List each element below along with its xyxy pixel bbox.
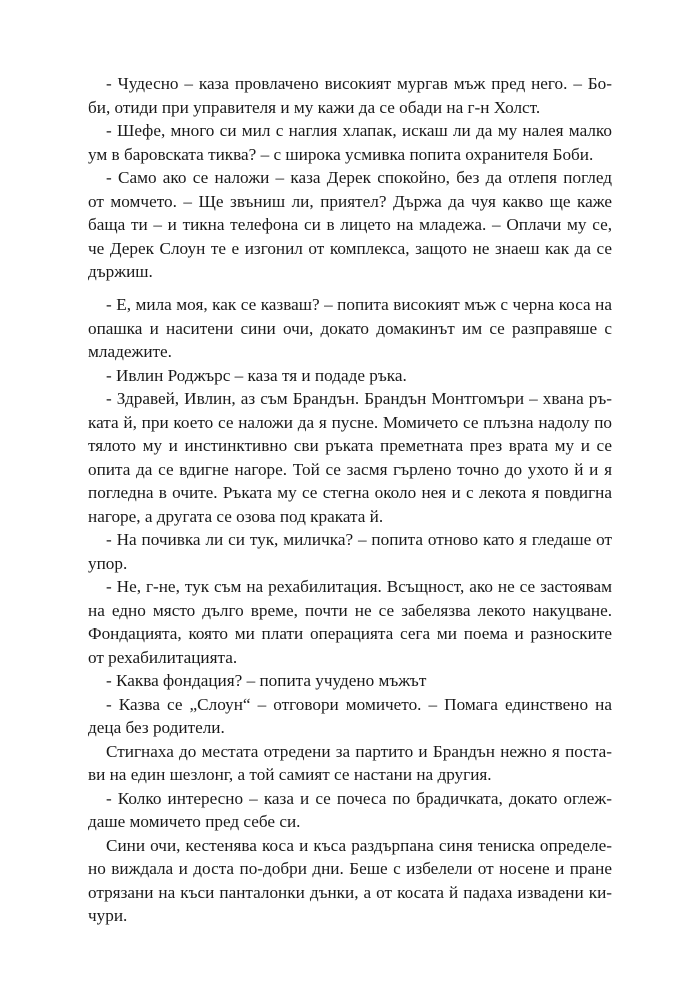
paragraph-line: деца без родители. bbox=[88, 718, 225, 737]
paragraph-line: - Само ако се наложи – каза Дерек спокойно, без да отлепя поглед bbox=[106, 168, 612, 187]
paragraph-line: даше момичето пред себе си. bbox=[88, 812, 301, 831]
text-block-second bbox=[88, 293, 612, 928]
text-block-first bbox=[88, 72, 612, 284]
paragraph-line: отрязани на къси панталонки дънки, а от косата й падаха извадени ки- bbox=[88, 882, 612, 902]
paragraph-line: младежите. bbox=[88, 342, 172, 361]
paragraph-line: ката й, при което се наложи да я пусне. Момичето се плъзна надолу по bbox=[88, 412, 612, 432]
paragraph-line: - Здравей, Ивлин, аз съм Брандън. Брандън Монтгомъри – хвана ръ- bbox=[106, 389, 612, 408]
paragraph-line: че Дерек Слоун те е изгонил от комплекса, защото не знаеш как да се bbox=[88, 238, 612, 258]
paragraph-line: - Ивлин Роджърс – каза тя и подаде ръка. bbox=[106, 365, 407, 385]
paragraph-line: погледна в очите. Ръката му се стегна около нея и с лекота я повдигна bbox=[88, 483, 612, 502]
paragraph-line: Сини очи, кестенява коса и къса раздърпана синя тениска определе- bbox=[106, 835, 612, 855]
paragraph-line: - На почивка ли си тук, миличка? – попита отново като я гледаше от bbox=[106, 530, 612, 549]
paragraph-line: ви на един шезлонг, а той самият се настани на другия. bbox=[88, 765, 492, 784]
paragraph-line: от рехабилитацията. bbox=[88, 647, 238, 667]
paragraph-line: но виждала и доста по-добри дни. Беше с избелели от носене и пране bbox=[88, 859, 612, 878]
paragraph-line: - Шефе, много си мил с наглия хлапак, искаш ли да му налея малко bbox=[106, 121, 612, 140]
paragraph-line: - Казва се „Слоун“ – отговори момичето. – Помага единствено на bbox=[106, 694, 612, 714]
paragraph-line: упор. bbox=[88, 553, 128, 573]
paragraph-line: баща ти – и тикна телефона си в лицето на младежа. – Оплачи му се, bbox=[88, 215, 612, 234]
paragraph-line: Фондацията, която ми плати операцията сега ми поема и разноските bbox=[88, 624, 612, 643]
paragraph-line: опита да се вдигне нагоре. Той се засмя гърлено точно до ухото й и я bbox=[88, 459, 612, 479]
paragraph-line: би, отиди при управителя и му кажи да се обади на г-н Холст. bbox=[88, 97, 541, 117]
paragraph-line: - Не, г-не, тук съм на рехабилитация. Всъщност, ако не се застоявам bbox=[106, 577, 612, 596]
paragraph-line: - Колко интересно – каза и се почеса по брадичката, докато оглеж- bbox=[106, 788, 612, 808]
paragraph-line: - Каква фондация? – попита учудено мъжът bbox=[106, 671, 427, 690]
paragraph-line: опашка и наситени сини очи, докато домакинът им се разправяше с bbox=[88, 318, 612, 338]
paragraph-line: тялото му и инстинктивно сви ръката преметната през врата му и се bbox=[88, 436, 612, 455]
paragraph-line: нагоре, а другата се озова под краката й. bbox=[88, 506, 384, 526]
paragraph-line: на едно място дълго време, почти не се забелязва лекото накуцване. bbox=[88, 600, 612, 620]
paragraph-line: Стигнаха до местата отредени за партито и Брандън нежно я поста- bbox=[106, 741, 612, 761]
paragraph-line: чури. bbox=[88, 906, 128, 925]
paragraph-line: - Чудесно – каза провлачено високият мургав мъж пред него. – Бо- bbox=[106, 74, 612, 93]
paragraph-line: от момчето. – Ще звъниш ли, приятел? Държа да чуя какво ще каже bbox=[88, 191, 612, 211]
paragraph-line: държиш. bbox=[88, 262, 153, 281]
paragraph-line: - Е, мила моя, как се казваш? – попита високият мъж с черна коса на bbox=[106, 295, 612, 314]
paragraph-line: ум в баровската тиква? – с широка усмивка попита охранителя Боби. bbox=[88, 144, 594, 164]
